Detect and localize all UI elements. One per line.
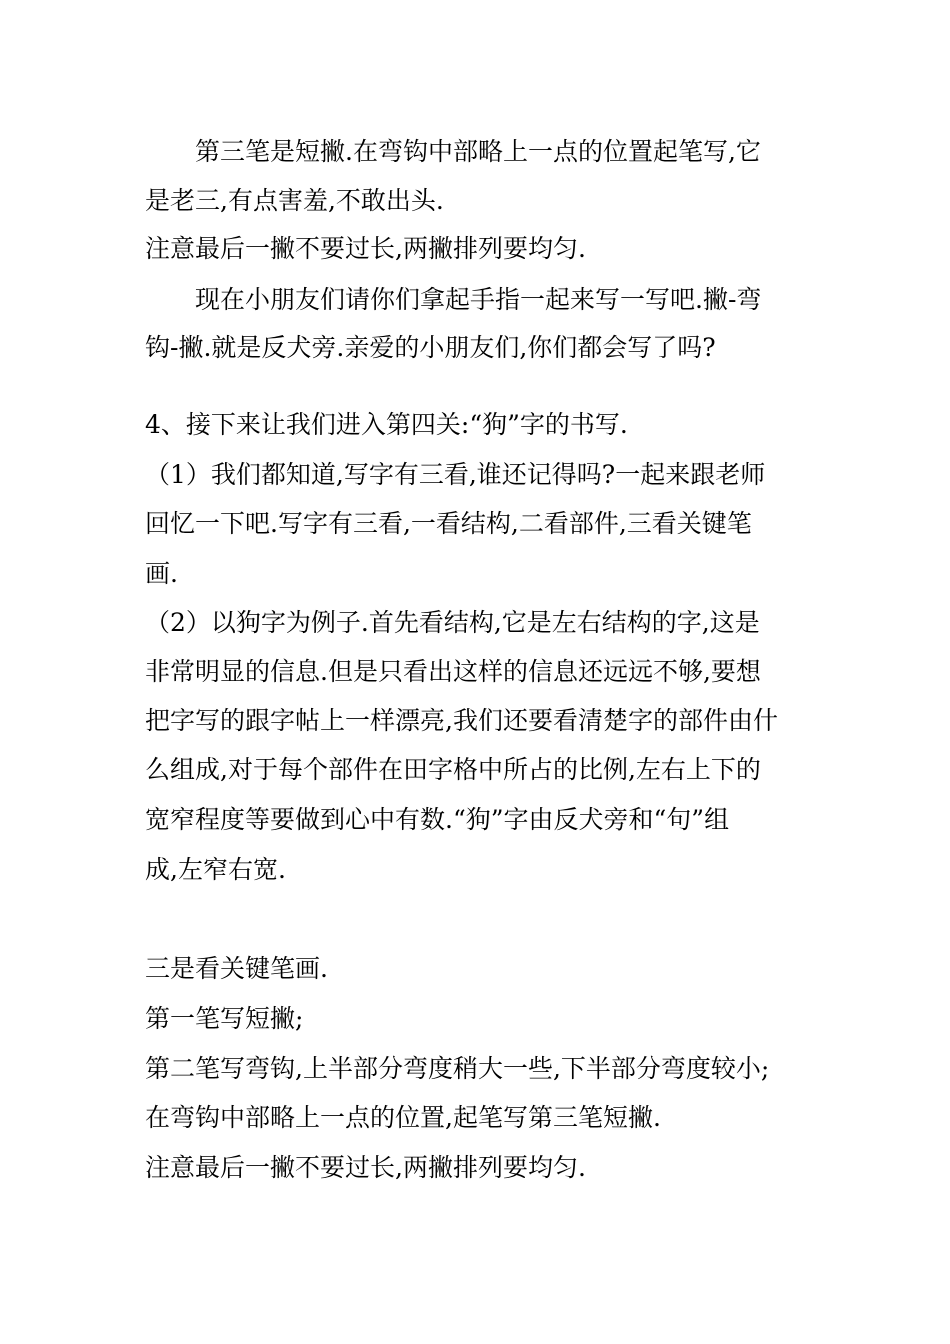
text-line: 把字写的跟字帖上一样漂亮,我们还要看清楚字的部件由什 [145, 706, 778, 735]
text-line: 画. [145, 559, 178, 588]
text-line: 第一笔写短撇; [145, 1004, 304, 1033]
text-line: 第三笔是短撇.在弯钩中部略上一点的位置起笔写,它 [195, 137, 761, 166]
text-line: 第二笔写弯钩,上半部分弯度稍大一些,下半部分弯度较小; [145, 1054, 770, 1083]
text-line: 回忆一下吧.写字有三看,一看结构,二看部件,三看关键笔 [145, 509, 752, 538]
text-line: 是老三,有点害羞,不敢出头. [145, 186, 444, 215]
text-line: 非常明显的信息.但是只看出这样的信息还远远不够,要想 [145, 657, 761, 686]
text-line: 注意最后一撇不要过长,两撇排列要均匀. [145, 234, 586, 263]
text-line: 三是看关键笔画. [145, 954, 328, 983]
text-line: 现在小朋友们请你们拿起手指一起来写一写吧.撇-弯 [195, 285, 762, 314]
text-line: 成,左窄右宽. [145, 855, 286, 884]
text-line: 宽窄程度等要做到心中有数.“狗”字由反犬旁和“句”组 [145, 805, 730, 834]
text-line: 钩-撇.就是反犬旁.亲爱的小朋友们,你们都会写了吗? [145, 333, 716, 362]
text-line: 在弯钩中部略上一点的位置,起笔写第三笔短撇. [145, 1103, 661, 1132]
text-line: 4、接下来让我们进入第四关:“狗”字的书写. [145, 410, 628, 439]
text-line: 么组成,对于每个部件在田字格中所占的比例,左右上下的 [145, 755, 761, 784]
text-line: （2）以狗字为例子.首先看结构,它是左右结构的字,这是 [145, 608, 760, 637]
text-line: 注意最后一撇不要过长,两撇排列要均匀. [145, 1153, 586, 1182]
text-line: （1）我们都知道,写字有三看,谁还记得吗?一起来跟老师 [145, 460, 766, 489]
